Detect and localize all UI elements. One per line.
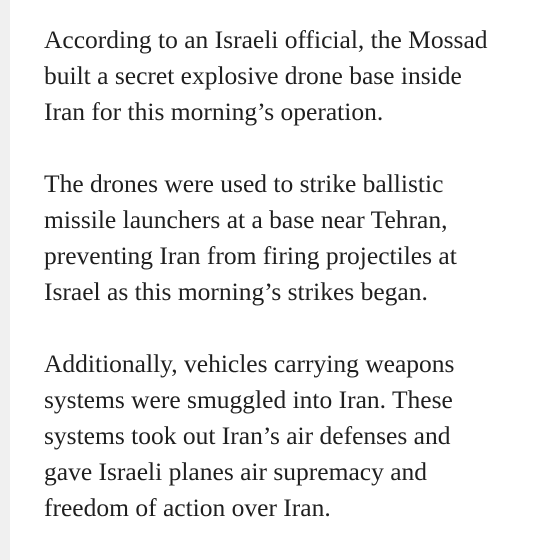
left-border-rule <box>0 0 10 560</box>
paragraph-line: built a secret explosive drone base inside <box>44 61 462 90</box>
article-body <box>44 22 544 560</box>
paragraph-2 <box>44 166 544 310</box>
paragraph-1 <box>44 22 544 130</box>
paragraph-line: According to an Israeli official, the Mossad <box>44 25 488 54</box>
paragraph-line: Iran for this morning’s operation. <box>44 97 384 126</box>
paragraph-line: Israel as this morning’s strikes began. <box>44 277 428 306</box>
paragraph-line: gave Israeli planes air supremacy and <box>44 457 428 486</box>
paragraph-3 <box>44 346 544 526</box>
paragraph-line: preventing Iran from firing projectiles at <box>44 241 457 270</box>
paragraph-line: Additionally, vehicles carrying weapons <box>44 349 455 378</box>
paragraph-line: missile launchers at a base near Tehran, <box>44 205 448 234</box>
paragraph-line: The drones were used to strike ballistic <box>44 169 444 198</box>
paragraph-line: systems took out Iran’s air defenses and <box>44 421 451 450</box>
paragraph-line: freedom of action over Iran. <box>44 493 331 522</box>
paragraph-line: systems were smuggled into Iran. These <box>44 385 453 414</box>
